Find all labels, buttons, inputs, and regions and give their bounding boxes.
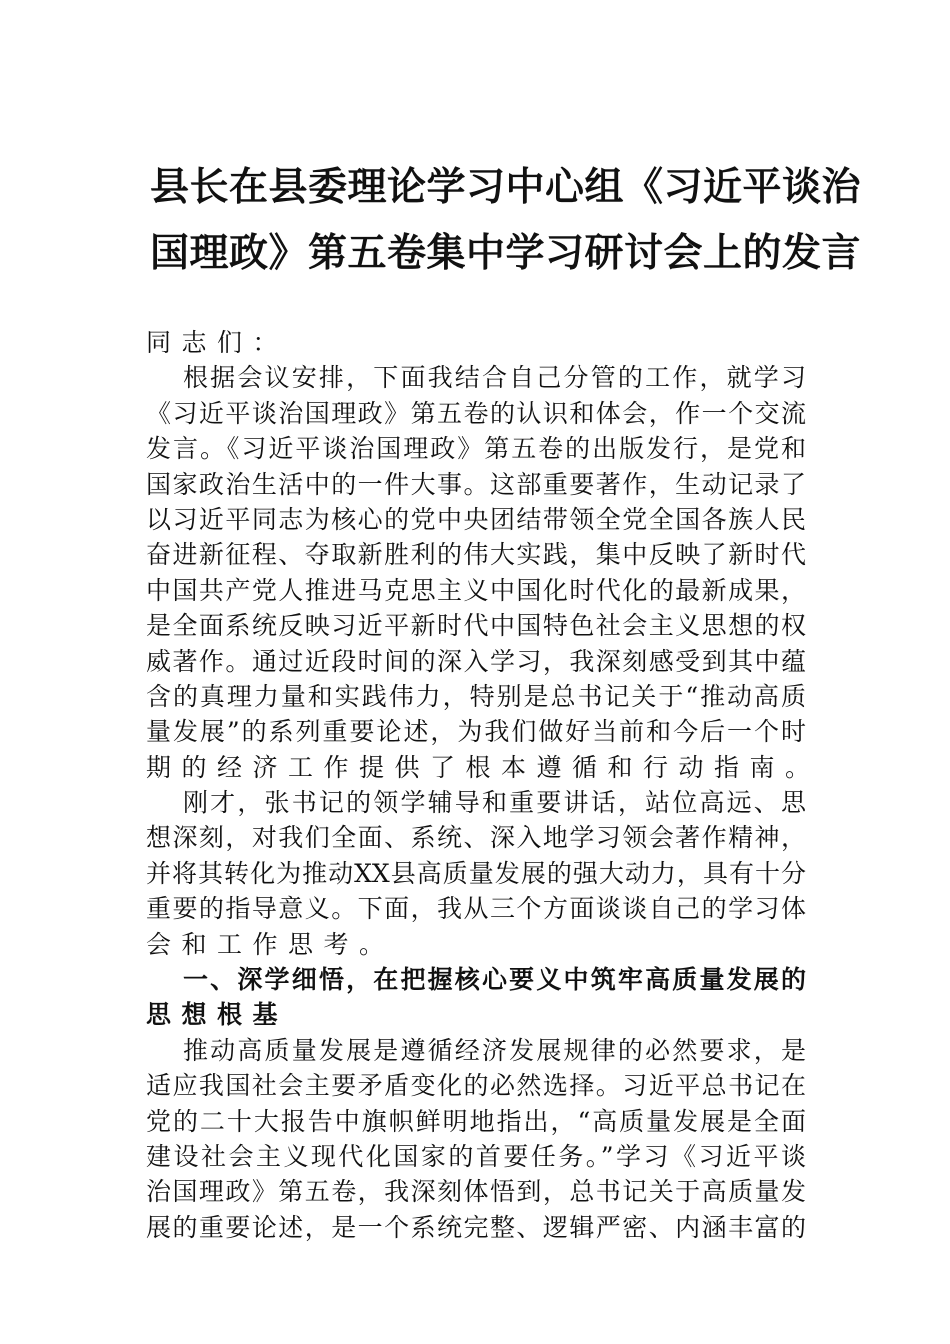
title-line: 国理政》第五卷集中学习研讨会上的发言 [150, 230, 862, 276]
text-line: 推动高质量发展是遵循经济发展规律的必然要求，是 [183, 1035, 806, 1065]
paragraph [146, 785, 806, 962]
text-line: 建设社会主义现代化国家的首要任务。”学习《习近平谈 [146, 1141, 806, 1171]
text-line: 治国理政》第五卷，我深刻体悟到，总书记关于高质量发 [146, 1177, 806, 1207]
text-line: 国家政治生活中的一件大事。这部重要著作，生动记录了 [146, 469, 806, 499]
text-line: 以习近平同志为核心的党中央团结带领全党全国各族人民 [146, 504, 806, 534]
text-line: 党的二十大报告中旗帜鲜明地指出，“高质量发展是全面 [146, 1106, 806, 1136]
text-line: 展的重要论述，是一个系统完整、逻辑严密、内涵丰富的 [146, 1212, 806, 1242]
text-line: 威著作。通过近段时间的深入学习，我深刻感受到其中蕴 [146, 646, 806, 676]
text-line: 奋进新征程、夺取新胜利的伟大实践，集中反映了新时代 [146, 540, 806, 570]
text-line: 是全面系统反映习近平新时代中国特色社会主义思想的权 [146, 611, 806, 641]
text-line: 一、深学细悟，在把握核心要义中筑牢高质量发展的 [183, 965, 806, 995]
text-line: 量发展”的系列重要论述，为我们做好当前和今后一个时 [146, 717, 806, 747]
text-line: 想深刻，对我们全面、系统、深入地学习领会著作精神， [146, 823, 806, 853]
text-line: 重要的指导意义。下面，我从三个方面谈谈自己的学习体 [146, 894, 806, 924]
text-line: 期的经济工作提供了根本遵循和行动指南。 [146, 752, 821, 782]
text-line: 含的真理力量和实践伟力，特别是总书记关于“推动高质 [146, 681, 806, 711]
paragraph [146, 1033, 806, 1245]
document-body [146, 325, 821, 1245]
text-line: 思想根基 [146, 1000, 289, 1030]
salutation [146, 325, 806, 360]
document-title [150, 154, 862, 286]
text-line: 刚才，张书记的领学辅导和重要讲话，站位高远、思 [183, 788, 806, 818]
text-line: 中国共产党人推进马克思主义中国化时代化的最新成果， [146, 575, 806, 605]
text-line: 根据会议安排，下面我结合自己分管的工作，就学习 [183, 363, 806, 393]
text-line: 发言。《习近平谈治国理政》第五卷的出版发行，是党和 [146, 434, 806, 464]
text-line: 适应我国社会主要矛盾变化的必然选择。习近平总书记在 [146, 1071, 806, 1101]
text-line: 同志们： [146, 328, 289, 357]
text-line: 《习近平谈治国理政》第五卷的认识和体会，作一个交流 [146, 398, 806, 428]
text-line: 并将其转化为推动XX县高质量发展的强大动力，具有十分 [146, 858, 806, 888]
title-line: 县长在县委理论学习中心组《习近平谈治 [150, 164, 862, 210]
section-heading [146, 962, 806, 1033]
paragraph [146, 360, 821, 785]
text-line: 会和工作思考。 [146, 929, 395, 959]
